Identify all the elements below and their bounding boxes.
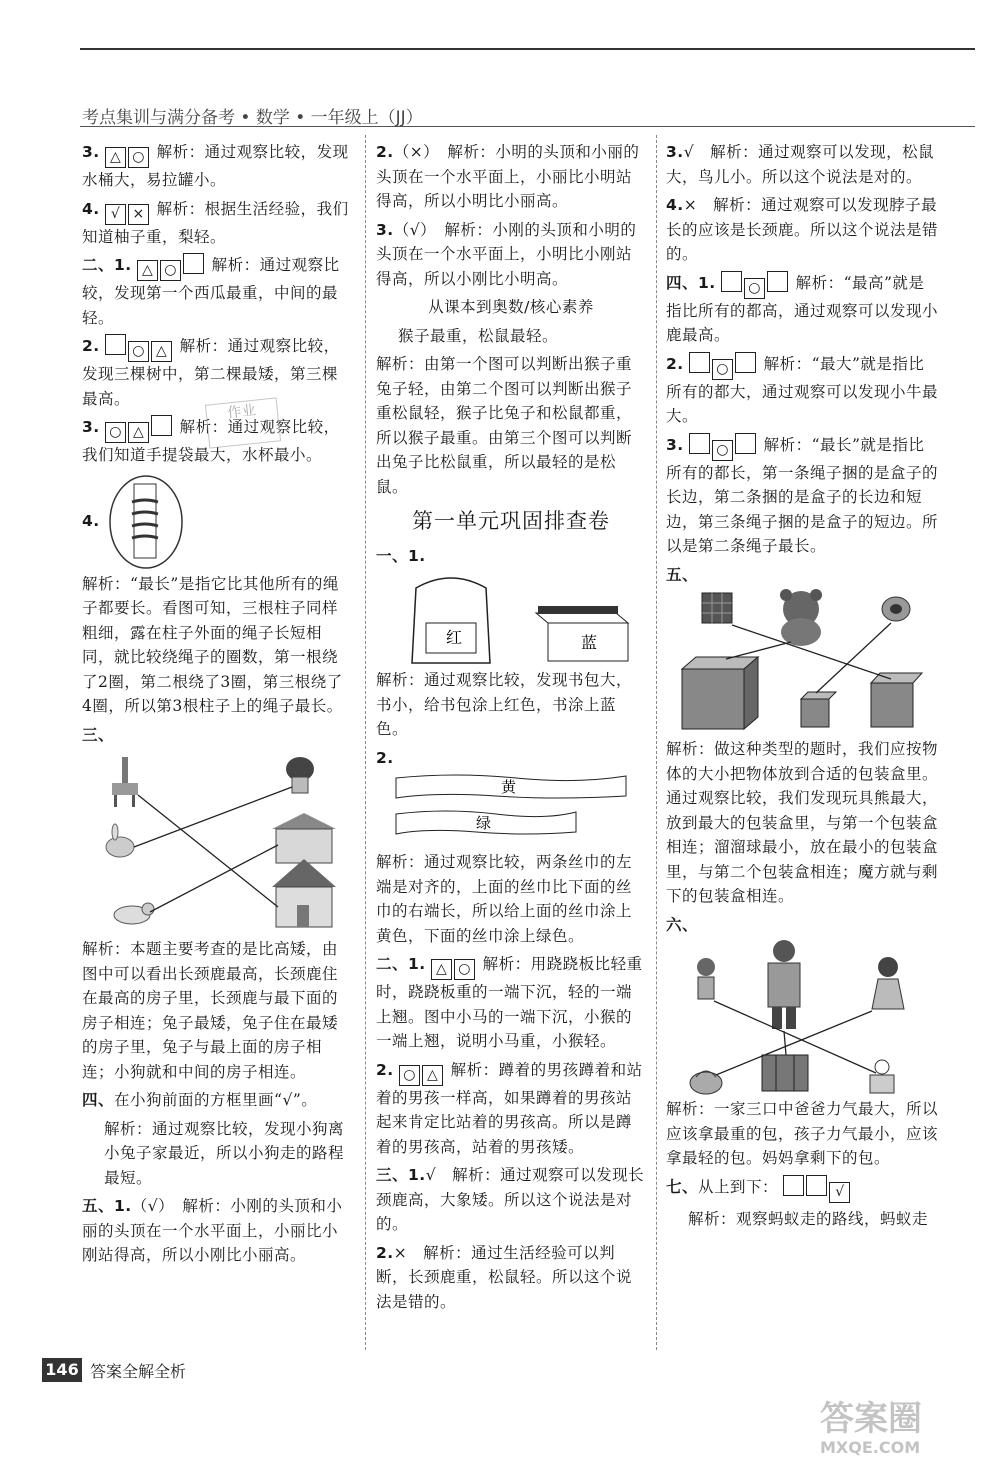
answer-box: △ [128,422,149,443]
answer-item: 3. ○ △ 解析：通过观察比较，我们知道手提袋最大，水杯最小。 作业 [82,415,352,468]
answer-box: △ [422,1065,443,1086]
giraffe-icon [112,757,138,807]
matching-figure-boxes [666,587,936,737]
explanation: （√） 解析：小刚的头顶和小明的头顶在一个水平面上，小明比小刚站得高，所以小刚比小明高。 [376,220,637,288]
answer-box [806,1175,827,1196]
yoyo-icon [882,597,910,621]
large-box-icon [682,657,758,729]
answer-box: △ [137,260,158,281]
answer-item: 二、1. △ ○ 解析：通过观察比较，发现第一个西瓜最重，中间的最轻。 [82,253,352,330]
explanation: 解析：通过观察比较，两条丝巾的左端是对齐的，上面的丝巾比下面的丝巾的右端长，所以给上面的丝巾涂上黄色，下面的丝巾涂上绿色。 [376,853,633,945]
answer-box [105,334,126,355]
answer-box: △ [431,959,452,980]
answer-box [721,271,742,292]
answer-box [183,253,204,274]
rabbit-icon [106,824,134,857]
answer-item: 3.（√） 解析：小刚的头顶和小明的头顶在一个水平面上，小明比小刚站得高，所以小刚比小明高。 [376,220,637,288]
explanation: 解析：本题主要考查的是比高矮，由图中可以看出长颈鹿最高，长颈鹿住在最高的房子里，长颈鹿与最下面的房子相连；兔子最矮，兔子住在最矮的房子里，兔子与最上面的房子相连；小狗就和中间的房子相连。 [82,940,339,1081]
answer-item: 2. 黄 绿 解析：通过观察比较，两条丝巾的左端是对齐的，上面的丝巾比下面的丝巾的右端长，所以给上面的丝巾涂上黄色，下面的丝巾涂上绿色。 [376,746,646,949]
dog-icon [114,903,154,924]
answer-item: 4.× 解析：通过观察可以发现脖子最长的应该是长颈鹿。所以这个说法是错的。 [666,196,939,263]
scarf-figure [376,770,646,850]
explanation: × 解析：通过生活经验可以判断，长颈鹿重，松鼠轻。所以这个说法是错的。 [376,1243,633,1311]
explanation: 解析：由第一个图可以判断出猴子重兔子轻，由第二个图可以判断出猴子重松鼠轻，猴子比兔子和松鼠都重，所以猴子最重。由第三个图可以判断出兔子比松鼠重，所以最轻的是松鼠。 [376,355,633,496]
tall-house-icon [272,859,336,927]
answer-item: 三、1.√ 解析：通过观察可以发现长颈鹿高，大象矮。所以这个说法是对的。 [376,1166,645,1233]
answer-item: 3. ○ 解析：“最长”就是指比所有的都长，第一条绳子捆的是盒子的长边，第二条捆的是盒子的长边和短边，第三条绳子捆的是盒子的短边。所以是第二条绳子最长。 [666,433,940,559]
answer-item: 五、1.（√） 解析：小刚的头顶和小丽的头顶在一个水平面上，小丽比小刚站得高，所以小刚比小丽高。 [82,1197,343,1264]
answer-box: √ [105,204,126,225]
subsection-title: 从课本到奥数/核心素养 [428,298,594,316]
answer-box: ○ [160,260,181,281]
column-1 [82,140,352,1272]
answer-item: 猴子最重，松鼠最轻。 [398,326,559,345]
answer-box [735,433,756,454]
answer-box: ○ [744,278,765,299]
answer-item: 2. ○ △ 解析：蹲着的男孩蹲着和站着的男孩一样高，如果蹲着的男孩站起来肯定比站着的男孩高。所以是蹲着的男孩高，站着的男孩矮。 [376,1060,643,1156]
answer-item: 二、1. △ ○ 解析：用跷跷板比轻重时，跷跷板重的一端下沉，轻的一端上翘。图中小马的一端下沉，小猴的一端上翘，说明小马重，小猴轻。 [376,955,643,1050]
explanation: 解析：通过观察比较，发现书包大，书小，给书包涂上红色，书涂上蓝色。 [376,671,633,738]
answer-item: 六、 解析：一家三口中爸爸力气最大，所以应该拿最重的包，孩子力气最小，应该拿最轻的包。妈妈拿剩下的包。 [666,915,939,1167]
teddy-bear-icon [780,589,822,646]
explanation: 解析：“最大”就是指比所有的都大，通过观察可以发现小牛最大。 [666,354,939,425]
answer-box: × [128,204,149,225]
book-color-label: 蓝 [581,633,598,652]
top-rule [80,48,975,50]
column-2 [376,140,646,1318]
answer-box [689,433,710,454]
answer-item: 4. 解析：“最长”是指它比其他所有的绳子都要长。看图可知，三根柱子同样粗细，露在柱子外面的绳子长短相同，就比较绕绳子的圈数，第一根绕了2圈，第二根绕了3圈，第三根绕了4圈，所以第3根柱子上的绳子最长。 [82,472,352,719]
answer-item: 2.（×） 解析：小明的头顶和小丽的头顶在一个水平面上，小丽比小明站得高，所以小明比小丽高。 [376,143,640,210]
answer-item: 一、1. 红 蓝 解析：通过观察比较，发现书包大，书小，给书包涂上红色，书涂上蓝色。 [376,544,646,742]
answer-box: ○ [128,147,149,168]
page-number: 146 [42,1358,82,1382]
answer-item: 3.√ 解析：通过观察可以发现，松鼠大，鸟儿小。所以这个说法是对的。 [666,143,935,186]
answer-item: 四、1. ○ 解析：“最高”就是指比所有的都高，通过观察可以发现小鹿最高。 [666,271,940,348]
explanation: √ 解析：通过观察可以发现，松鼠大，鸟儿小。所以这个说法是对的。 [666,143,935,186]
footer-label: 答案全解全析 [90,1362,187,1381]
rubiks-cube-icon [702,593,732,623]
stamp: 作业 [205,397,281,448]
answer-box: ○ [128,341,149,362]
explanation: 解析：根据生活经验，我们知道柚子重，梨轻。 [82,199,349,246]
explanation: 解析：通过观察比较，我们知道手提袋最大，水杯最小。 [82,418,340,464]
father-icon [768,940,800,1029]
watermark: 答案圈 MXQE.COM [820,1399,922,1457]
answer-item: 2.× 解析：通过生活经验可以判断，长颈鹿重，松鼠轻。所以这个说法是错的。 [376,1243,633,1311]
explanation: 解析：观察蚂蚁走的路线，蚂蚁走 [688,1209,929,1228]
answer-box [767,271,788,292]
answer-box [735,352,756,373]
answer-item [376,352,646,499]
explanation: 解析：一家三口中爸爸力气最大，所以应该拿最重的包，孩子力气最小，应该拿最轻的包。妈妈拿剩下的包。 [666,1100,939,1167]
scarf-top-label: 黄 [501,778,517,796]
explanation: 解析：做这种类型的题时，我们应按物体的大小把物体放到合适的包装盒里。通过观察比较，我们发现玩具熊最大，放到最大的包装盒里，与第一个包装盒相连；溜溜球最小，放在最小的包装盒里，与第二个包装盒相连；魔方就与剩下的包装盒相连。 [666,740,939,905]
explanation: 解析：“最高”就是指比所有的都高，通过观察可以发现小鹿最高。 [666,273,939,344]
medium-box-icon [871,673,922,727]
answer-box: ○ [712,359,733,380]
child-icon [697,958,715,999]
answer-item: 3. △ ○ 解析：通过观察比较，发现水桶大，易拉罐小。 [82,143,349,189]
answer-item: 七、从上到下： √ [666,1175,940,1203]
answer-box: ○ [712,440,733,461]
answer-box [783,1175,804,1196]
explanation: 解析：通过观察比较，发现水桶大，易拉罐小。 [82,143,349,189]
answer-box: △ [105,147,126,168]
column-divider [656,135,657,1350]
bag-color-label: 红 [446,628,463,647]
answer-item: 2. ○ 解析：“最大”就是指比所有的都大，通过观察可以发现小牛最大。 [666,352,940,429]
explanation: 解析：“最长”就是指比所有的都长，第一条绳子捆的是盒子的长边，第二条捆的是盒子的长边和短边，第三条绳子捆的是盒子的短边。所以是第二条绳子最长。 [666,435,939,555]
explanation: （×） 解析：小明的头顶和小丽的头顶在一个水平面上，小丽比小明站得高，所以小明比小丽高。 [376,143,640,210]
explanation: 解析：通过观察比较，发现第一个西瓜最重，中间的最轻。 [82,256,340,327]
explanation: 解析：蹲着的男孩蹲着和站着的男孩一样高，如果蹲着的男孩站起来肯定比站着的男孩高。所以是蹲着的男孩高，站着的男孩矮。 [376,1060,643,1156]
explanation: 解析：用跷跷板比轻重时，跷跷板重的一端下沉，轻的一端上翘。图中小马的一端下沉，小猴的一端上翘，说明小马重，小猴轻。 [376,955,643,1050]
explanation: √ 解析：通过观察可以发现长颈鹿高，大象矮。所以这个说法是对的。 [376,1166,645,1233]
explanation: 解析：通过观察比较，发现小狗离小兔子家最近，所以小狗走的路程最短。 [104,1119,345,1187]
explanation: 解析：通过观察比较，发现三棵树中，第二棵最矮，第三棵最高。 [82,337,340,408]
explanation: 解析：“最长”是指它比其他所有的绳子都要长。看图可知，三根柱子同样粗细，露在柱子外面的绳子长短相同，就比较绕绳子的圈数，第一根绕了2圈，第二根绕了3圈，第三根绕了4圈，所以第3根柱子上的绳子最长。 [82,574,343,715]
bag-and-book-figure [396,568,646,668]
scarf-bottom-label: 绿 [476,814,492,832]
answer-box [151,415,172,436]
answer-item [82,1117,352,1191]
page-header: 考点集训与满分备考 • 数学 • 一年级上（JJ） [82,108,423,128]
small-bag-icon [870,1060,894,1093]
backpack-icon [412,578,490,663]
answer-box: ○ [399,1065,420,1086]
matching-figure-family-bags [666,937,936,1097]
answer-item: 4. √ × 解析：根据生活经验，我们知道柚子重，梨轻。 [82,199,349,246]
header-rule [80,126,975,127]
answer-item: 五、 解析：做这种类型的题时，我们应按物体的大小把物体放到合适的包装盒里。通过观察比较，我们发现玩具熊最大，放到最大的包装盒里，与第一个包装盒相连；溜溜球最小，放在最小的包装盒里，与第二个包装盒相连；魔方就与剩下的包装盒相连。 [666,565,939,905]
medium-house-icon [272,813,336,863]
answer-box: √ [829,1182,850,1203]
rope-pillar-figure [106,472,186,572]
suitcase-icon [762,1055,808,1091]
answer-box: ○ [454,959,475,980]
mother-icon [872,957,904,1009]
explanation: × 解析：通过观察可以发现脖子最长的应该是长颈鹿。所以这个说法是错的。 [666,196,939,263]
matching-figure-animals-houses [82,747,352,937]
answer-box: △ [151,341,172,362]
column-divider [365,135,366,1350]
small-box-icon [801,692,836,727]
column-3 [666,140,940,1235]
section-title: 第一单元巩固排查卷 [412,509,610,533]
answer-item: 2. ○ △ 解析：通过观察比较，发现三棵树中，第二棵最矮，第三棵最高。 [82,334,352,411]
answer-box: ○ [105,422,126,443]
answer-item: 四、在小狗前面的方框里画“√”。 [82,1091,318,1109]
answer-box [689,352,710,373]
answer-item [666,1207,940,1232]
answer-item: 三、 解析：本题主要考查的是比高矮，由图中可以看出长颈鹿最高，长颈鹿住在最高的房子里，长颈鹿与最下面的房子相连；兔子最矮，兔子住在最矮的房子里，兔子与最上面的房子相连；小狗就和中间的房子相连。 [82,723,352,1085]
explanation: （√） 解析：小刚的头顶和小丽的头顶在一个水平面上，小丽比小刚站得高，所以小刚比小丽高。 [82,1197,343,1264]
